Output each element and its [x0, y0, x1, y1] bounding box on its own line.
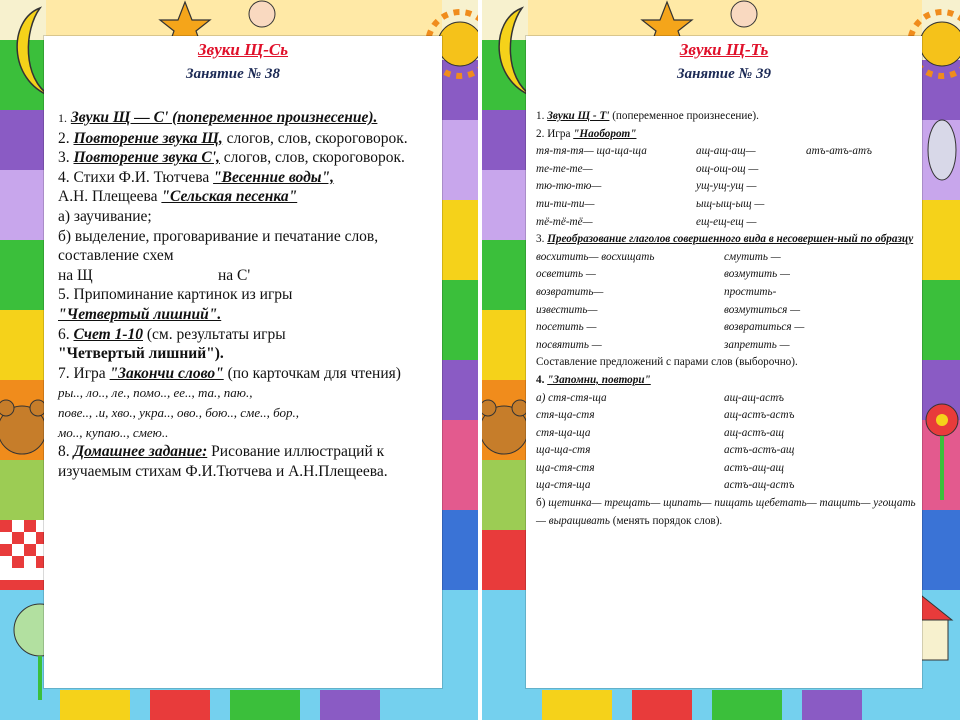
lesson-content: 1. Звуки Щ - Т' (попеременное произнесение). 2. Игра "Наоборот" тя-тя-тя— ща-ща-ща ащ-ащ-ащ— атъ-атъ-атъ те-те-те— ощ-ощ-ощ — тю-тю-тю— ущ-ущ-ущ — ти-ти-ти— ыщ-ыщ-ыщ — тё-тё-тё— ещ-ещ-ещ — 3. Преобразование глаголов совершенного вида в несовершен-ный по образцу восхитить— восхищать смутить — осветить — возмутить — возвратить— простить- известить— возмутиться — посетить — возвратиться — посвятить — запретить — Составление предложений с парами слов (выборочно). 4. "Запомни, повтори" а) стя-стя-ща ащ-ащ-астъ стя-ща-стя ащ-астъ-астъ стя-ща-ща ащ-астъ-ащ ща-ща-стя астъ-астъ-ащ ща-стя-стя астъ-ащ-ащ ща-стя-ща астъ-ащ-астъ б) щетинка— трещать— щипать— пищать щебетать— тащить— угощать— выращивать (менять порядок слов). — [536, 110, 916, 527]
left-page — [0, 0, 478, 720]
lesson-content: 1. Звуки Щ — С' (попеременное произнесение). 2. Повторение звука Щ, слогов, слов, скороговорок. 3. Повторение звука С', слогов, слов, скороговорок. 4. Стихи Ф.И. Тютчева "Весенние воды", А.Н. Плещеева "Сельская песенка" а) заучивание; б) выделение, проговаривание и печатание слов, составление схем на Щ на С' 5. Припоминание картинок из игры "Четвертый лишний". 6. Счет 1-10 (см. результаты игры "Четвертый лишний"). 7. Игра "Закончи слово" (по карточкам для чтения) ры.., ло.., ле., помо.., ее.., та., паю., пове.., .и, хво., укра.., ово., бою.., сме.., бор., мо.., купаю.., смею.. 8. Домашнее задание: Рисование иллюстраций к изучаемым стихам Ф.И.Тютчева и А.Н.Плещеева. — [58, 108, 430, 481]
list-item-5: 5. Припоминание картинок из игры — [58, 286, 293, 304]
list-item-7: 7. Игра "Закончи слово" (по карточкам для чтения) — [58, 364, 401, 382]
list-item-2: 2. Повторение звука Щ, слогов, слов, скороговорок. — [58, 129, 408, 147]
table-row: а) стя-стя-ща ащ-ащ-астъ — [536, 391, 784, 404]
table-row: ща-ща-стя астъ-астъ-ащ — [536, 444, 795, 457]
lesson-number: Занятие № 39 — [676, 66, 772, 82]
table-row: тё-тё-тё— ещ-ещ-ещ — — [536, 215, 757, 228]
table-row: посвятить — запретить — — [536, 338, 790, 351]
bear-icon — [0, 400, 46, 454]
table-row: ща-стя-ща астъ-ащ-астъ — [536, 479, 795, 492]
table-row: ща-стя-стя астъ-ащ-ащ — [536, 461, 784, 474]
table-row: те-те-те— ощ-ощ-ощ — — [536, 162, 759, 175]
table-row: осветить — возмутить — — [536, 268, 790, 281]
list-item-1: 1. Звуки Щ — С' (попеременное произнесение). — [58, 109, 378, 126]
bunny-icon — [928, 120, 956, 180]
table-row: посетить — возвратиться — — [536, 321, 805, 334]
lesson-number: Занятие № 38 — [185, 66, 281, 82]
page-title: Звуки Щ-Ть — [679, 40, 769, 59]
table-row: ти-ти-ти— ыщ-ыщ-ыщ — — [536, 197, 765, 210]
table-row: восхитить— восхищать смутить — — [536, 250, 781, 263]
list-item-4: 4. "Запомни, повтори" — [536, 373, 651, 386]
list-item-3: 3. Повторение звука С', слогов, слов, скороговорок. — [58, 149, 405, 167]
table-row: стя-ща-стя ащ-астъ-астъ — [536, 409, 795, 422]
table-row: стя-ща-ща ащ-астъ-ащ — [536, 426, 784, 439]
list-item-6: 6. Счет 1-10 (см. результаты игры — [58, 325, 286, 343]
table-row: тя-тя-тя— ща-ща-ща ащ-ащ-ащ— атъ-атъ-атъ — [536, 145, 872, 158]
list-item-4: 4. Стихи Ф.И. Тютчева "Весенние воды", — [58, 168, 335, 186]
lesson-sheet-38 — [44, 36, 442, 688]
list-item-2: 2. Игра "Наоборот" — [536, 127, 637, 140]
table-row: тю-тю-тю— ущ-ущ-ущ — — [536, 180, 757, 193]
bear-icon — [482, 400, 528, 454]
table-row: возвратить— простить- — [536, 285, 777, 298]
table-row: известить— возмутиться — — [536, 303, 801, 316]
list-item-1: 1. Звуки Щ - Т' (попеременное произнесение). — [536, 110, 759, 122]
right-page — [482, 0, 960, 720]
page-title: Звуки Щ-Сь — [197, 40, 289, 59]
list-item-3: 3. Преобразование глаголов совершенного вида в несовершен-ный по образцу — [536, 233, 914, 246]
lesson-sheet-39 — [526, 36, 922, 688]
list-item-8: 8. Домашнее задание: Рисование иллюстраций к изучаемым стихам Ф.И.Тютчева и А.Н.Плещеева. — [58, 443, 388, 480]
